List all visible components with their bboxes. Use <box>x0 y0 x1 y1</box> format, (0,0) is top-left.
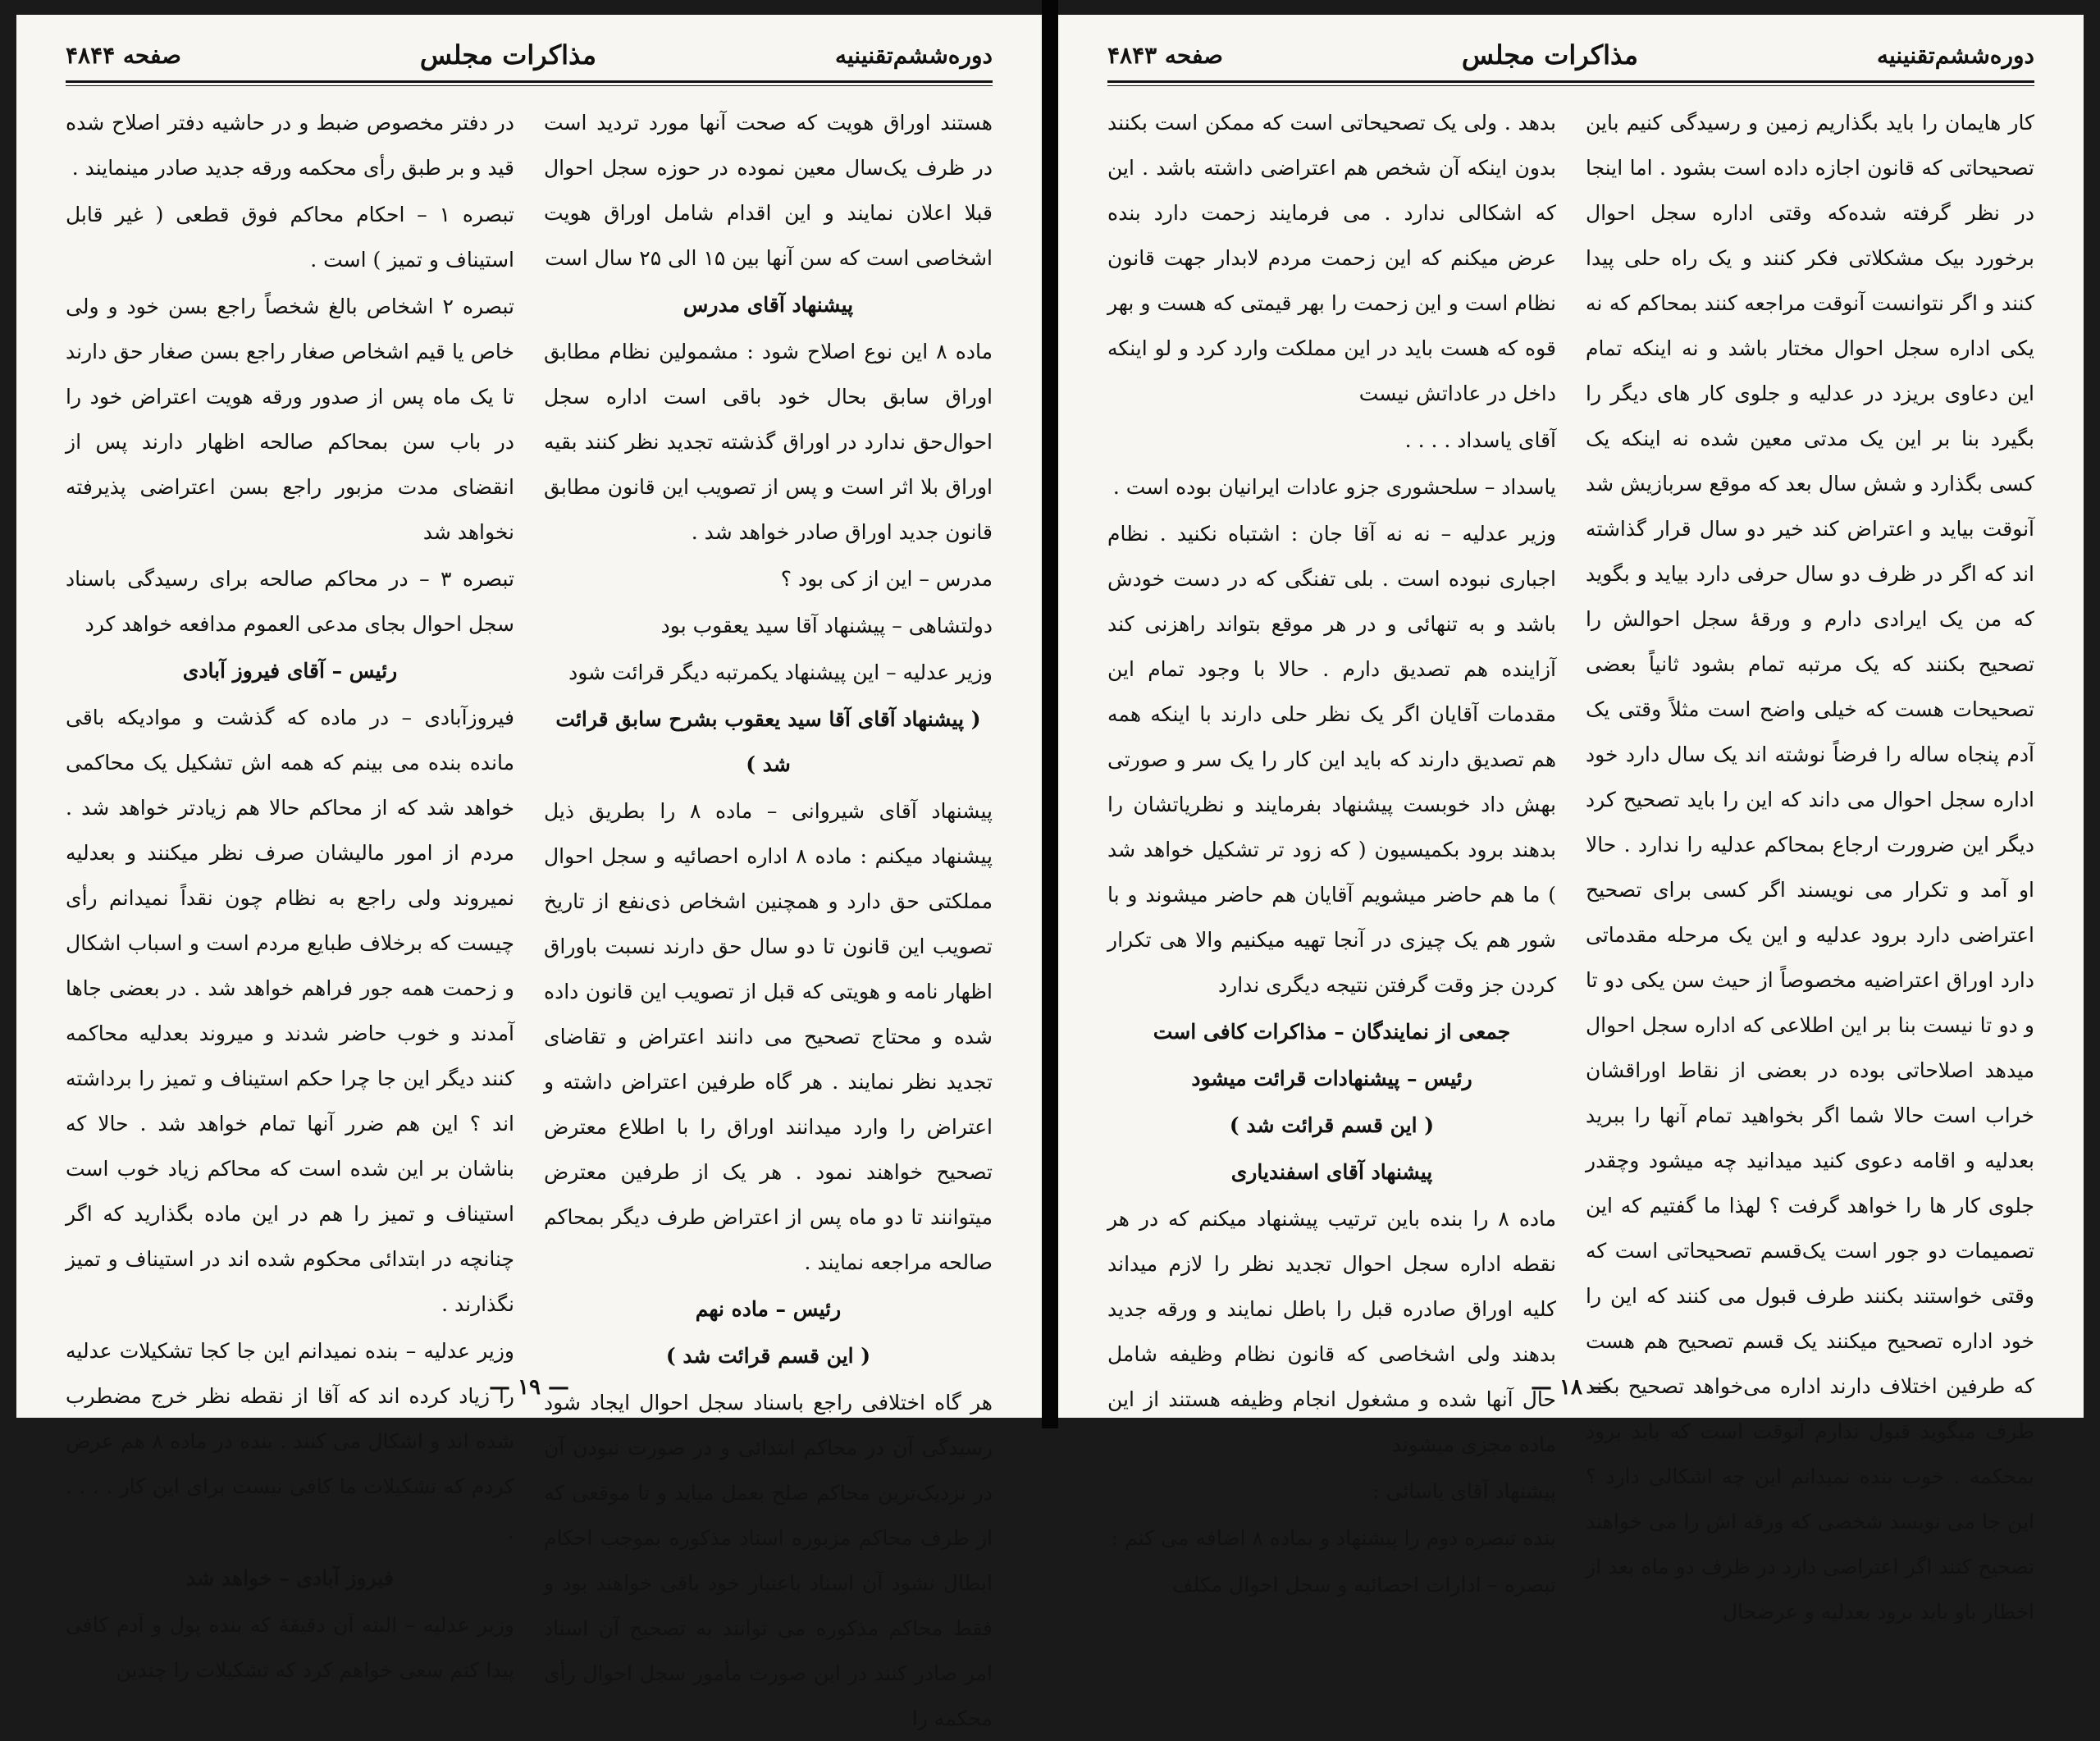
session-label: دوره‌ششم‌تقنینیه <box>1876 41 2034 69</box>
header-rule <box>66 80 993 83</box>
motion-heading: پیشنهاد آقای مدرس <box>682 293 854 317</box>
speaker-line: رئیس – ماده نهم <box>695 1297 842 1321</box>
paragraph: دولتشاهی – پیشنهاد آقا سید یعقوب بود <box>660 614 993 637</box>
paragraph: وزیر عدلیه – البته آن دقیقهٔ که بنده پول و آدم کافی پیدا کنم سعی خواهم کرد که تشکیلات را چندین <box>66 1613 514 1682</box>
paragraph: در دفتر مخصوص ضبط و در حاشیه دفتر اصلاح شده قید و بر طبق رأی محکمه ورقه جدید صادر مینمایند . <box>66 111 514 180</box>
paragraph: هستند اوراق هویت که صحت آنها مورد تردید است در ظرف یک‌سال معین نموده در حوزه سجل احوال قبلا اعلان نمایند و این اقدام شامل اوراق هویت اشخاصی است که سن آنها بین ۱۵ الی ۲۵ سال است <box>544 111 993 270</box>
page-number-label: صفحه ۴۸۴۴ <box>66 41 181 69</box>
book-gutter <box>1042 0 1058 1428</box>
reading-note: ( این قسم قرائت شد ) <box>1229 1113 1435 1137</box>
session-label: دوره‌ششم‌تقنینیه <box>834 41 993 69</box>
text-column-left <box>66 100 514 1682</box>
page-number-label: صفحه ۴۸۴۳ <box>1107 41 1223 69</box>
speaker-line: فیروز آبادی – خواهد شد <box>186 1566 394 1590</box>
reading-note: ( پیشنهاد آقای آقا سید یعقوب بشرح سابق قرائت شد ) <box>555 707 981 776</box>
left-page <box>16 15 1042 1730</box>
paragraph: وزیر عدلیه – بنده نمیدانم این جا کجا تشکیلات عدلیه را زیاد کرده اند که آقا از نقطه نظر خرج مضطرب شده اند و اشکال می کنند . بنده در ماده ۸ هم عرض کردم که تشکیلات ما کافی نیست برای این کار . . . . . <box>66 1339 514 1543</box>
page-footer-number: — ۱۹ — <box>488 1375 570 1400</box>
text-column-left <box>1107 100 1557 1597</box>
paragraph: هر گاه اختلافی راجع باسناد سجل احوال ایجاد شود رسیدگی آن در محاکم ابتدائی و در صورت نبودن آن در نزدیک‌ترین محاکم صلح بعمل میاید و تا موقعی که از طرف محاکم مزبوره اسناد مذکوره بموجب احکام ابطال نشود آن اسناد باعتبار خود باقی خواهند بود و فقط محاکم مذکوره می توانند به تصحیح آن اسناد امر صادر کنند در این صورت مأمور سجل احوال رأی محکمه را <box>544 1391 993 1730</box>
page-title: مذاکرات مجلس <box>419 39 596 71</box>
paragraph: وزیر عدلیه – این پیشنهاد یکمرتبه دیگر قرائت شود <box>568 660 993 684</box>
header-rule-thin <box>1107 85 2034 86</box>
text-column-right <box>1586 100 2034 1624</box>
page-header <box>1107 36 2034 74</box>
header-rule-thin <box>66 85 993 86</box>
page-footer-number: — ۱۸ — <box>1530 1375 1612 1400</box>
header-rule <box>1107 80 2034 83</box>
speaker-line: جمعی از نمایندگان – مذاکرات کافی است <box>1153 1020 1511 1044</box>
paragraph: ماده ۸ را بنده باین ترتیب پیشنهاد میکنم که در هر نقطه اداره سجل احوال تجدید نظر را لازم میداند کلیه اوراق صادره قبل را باطل نمایند و ورقه جدید بدهند ولی اشخاصی که قانون نظام وظیفه شامل حال آنها شده و مشغول انجام وظیفه هستند از این ماده مجزی میشوند <box>1107 1207 1557 1456</box>
right-page <box>1058 15 2084 1624</box>
page-header <box>66 36 993 74</box>
paragraph: تبصره – ادارات احصائیه و سجل احوال مکلف <box>1171 1573 1556 1597</box>
page-title: مذاکرات مجلس <box>1461 39 1638 71</box>
paragraph: تبصره ۳ – در محاکم صالحه برای رسیدگی باسناد سجل احوال بجای مدعی العموم مدافعه خواهد کرد <box>66 567 514 636</box>
motion-heading: پیشنهاد آقای اسفندیاری <box>1230 1160 1433 1184</box>
paragraph: مدرس – این از کی بود ؟ <box>780 567 993 591</box>
paragraph: تبصره ۱ – احکام محاکم فوق قطعی ( غیر قابل استیناف و تمیز ) است . <box>66 203 514 272</box>
paragraph: بنده تبصره دوم را پیشنهاد و بماده ۸ اضافه می کنم : <box>1111 1526 1556 1550</box>
speaker-line: رئیس – پیشنهادات قرائت میشود <box>1191 1067 1472 1090</box>
text-column-right <box>544 100 993 1730</box>
paragraph: آقای یاسداد . . . . <box>1404 428 1556 452</box>
paragraph: یاسداد – سلحشوری جزو عادات ایرانیان بوده است . <box>1112 475 1556 499</box>
paragraph: ماده ۸ این نوع اصلاح شود : مشمولین نظام مطابق اوراق سابق بحال خود باقی است اداره سجل احوال‌حق ندارد در اوراق گذشته تجدید نظر کنند بقیه اوراق بلا اثر است و پس از تصویب این قانون مطابق قانون جدید اوراق صادر خواهد شد . <box>544 340 993 544</box>
paragraph: کار هایمان را باید بگذاریم زمین و رسیدگی کنیم باین تصحیحاتی که قانون اجازه داده است بشود . اما اینجا در نظر گرفته شده‌که وقتی اداره سجل احوال برخورد بیک مشکلاتی فکر کنند و یک راه حلی پیدا کنند و اگر نتوانست آنوقت مراجعه کنند بمحاکم که نه یکی اداره سجل احوال مختار باشد و نه اینکه تمام این دعاوی بریزد در عدلیه و جلوی کار های دیگر را بگیرد بنا بر این یک مدتی معین شده نه اینکه یک کسی بگذارد و شش سال بعد که موقع سربازیش شد آنوقت بیاید و اعتراض کند خیر دو سال قرار گذاشته اند که اگر در ظرف دو سال حرفی دارد بیاید و بگوید که من یک ایرادی دارم و ورقهٔ سجل احوالش را تصحیح بکنند که یک مرتبه تمام بشود ثانیاً بعضی تصحیحات هست که خیلی واضح است مثلاً وقتی یک آدم پنجاه ساله را فرضاً نوشته اند یک سال دارد خود اداره سجل احوال می داند که این را باید تصحیح کرد دیگر این ضرورت ارجاع بمحاکم عدلیه را ندارد . حالا او آمد و تکرار می نویسند اگر کسی برای تصحیح اعتراضی دارد برود عدلیه و این یک مرحله مقدماتی دارد اوراق اعتراضیه مخصوصاً از حیث سن یکی دو تا و دو تا نیست بنا بر این اطلاعی که اداره سجل احوال میدهد اصلاحاتی بوده در بعضی از نقاط اوراقشان خراب است حالا شما اگر بخواهید تمام آنها را ببرید بعدلیه و اقامه دعوی کنید میدانید چه میشود وچقدر جلوی کار ها را خواهد گرفت ؟ لهذا ما گفتیم که این تصمیمات دو جور است یک‌قسم تصحیحاتی است که وقتی خواستند بکنند طرف قبول می کنند که این را خود اداره تصحیح میکنند یک قسم تصحیح هم هست که طرفین اختلاف دارند اداره می‌خواهد تصحیح بکند طرف میگوید قبول ندارم آنوقت است که باید برود بمحکمه . خوب بنده نمیدانم این چه اشکالی دارد ؟ این جا می نویسد شخصی که ورقه اش را می خواهند تصحیح کنند اگر اعتراضی دارد در ظرف دو ماه بعد از اخطار باو باید برود بعدلیه و عرضحال <box>1586 111 2034 1624</box>
motion-heading: پیشنهاد آقای یاسائی : <box>1372 1479 1556 1503</box>
paragraph: فیروزآبادی – در ماده که گذشت و موادیکه باقی مانده بنده می بینم که همه اش تشکیل یک محاکمی خواهد شد که از محاکم حالا هم زیادتر خواهد شد . مردم از امور مالیشان صرف نظر میکنند و بعدلیه نمیروند ولی راجع به نظام چون نقداً نمیدانم رأی چیست که برخلاف طبایع مردم است و اسباب اشکال و زحمت همه جور فراهم خواهد شد . در بعضی جاها آمدند و خوب حاضر شدند و میروند بعدلیه محاکمه کنند دیگر این جا چرا حکم استیناف و تمیز را برداشته اند ؟ این هم ضرر آنها تمام خواهد شد . حالا که بناشان بر این شده است که محاکم زیاد خوب است استیناف و تمیز را هم در این ماده بگذارید که اگر چنانچه در ابتدائی محکوم شده اند در استیناف و تمیز نگذارند . <box>66 706 514 1316</box>
paragraph: پیشنهاد آقای شیروانی – ماده ۸ را بطریق ذیل پیشنهاد میکنم : ماده ۸ اداره احصائیه و سجل احوال مملکتی حق دارد و همچنین اشخاص ذی‌نفع از تاریخ تصویب این قانون تا دو سال حق دارند نسبت باوراق اظهار نامه و هویتی که قبل از تصویب این قانون داده شده و محتاج تصحیح می دانند اعتراض و تقاضای تجدید نظر نمایند . هر گاه طرفین اعتراض داشته و اعتراض را وارد میدانند اوراق را با اطلاع معترض تصحیح خواهند نمود . هر یک از طرفین معترض میتوانند تا دو ماه پس از اعتراض طرف دیگر بمحاکم صالحه مراجعه نمایند . <box>544 799 993 1274</box>
paragraph: وزیر عدلیه – نه نه آقا جان : اشتباه نکنید . نظام اجباری نبوده است . بلی تفنگی که در دست خودش باشد و به تنهائی و در هر موقع بتواند راهزنی کند آزاینده هم تصدیق دارم . حالا با وجود تمام این مقدمات آقایان اگر یک نظر حلی دارند با اینکه همه هم تصدیق دارند که باید این کار را یک سر و صورتی بهش داد خوبست پیشنهاد بفرمایند و نظریاتشان را بدهند برود بکمیسیون ( که زود تر تشکیل خواهد شد ) ما هم حاضر میشویم آقایان هم حاضر میشوند و با شور هم یک چیزی در آنجا تهیه میکنیم والا هی تکرار کردن جز وقت گرفتن نتیجه دیگری ندارد <box>1107 522 1556 997</box>
speaker-line: رئیس – آقای فیروز آبادی <box>182 659 398 683</box>
paragraph: بدهد . ولی یک تصحیحاتی است که ممکن است بکنند بدون اینکه آن شخص هم اعتراضی داشته باشد . این که اشکالی ندارد . می فرمایند زحمت دارد بنده عرض میکنم که این زحمت مردم لابدار جهت قانون نظام است و این زحمت را بهر قیمتی که هست و بهر قوه که هست باید در این مملکت وارد کرد و لو اینکه داخل در عاداتش نیست <box>1107 111 1556 405</box>
paragraph: تبصره ۲ اشخاص بالغ شخصاً راجع بسن خود و ولی خاص یا قیم اشخاص صغار راجع بسن صغار حق دارند تا یک ماه پس از صدور ورقه هویت اعتراض خود را در باب سن بمحاکم صالحه اظهار دارند پس از انقضای مدت مزبور راجع بسن اعتراضی پذیرفته نخواهد شد <box>66 295 514 544</box>
reading-note: ( این قسم قرائت شد ) <box>665 1344 871 1368</box>
